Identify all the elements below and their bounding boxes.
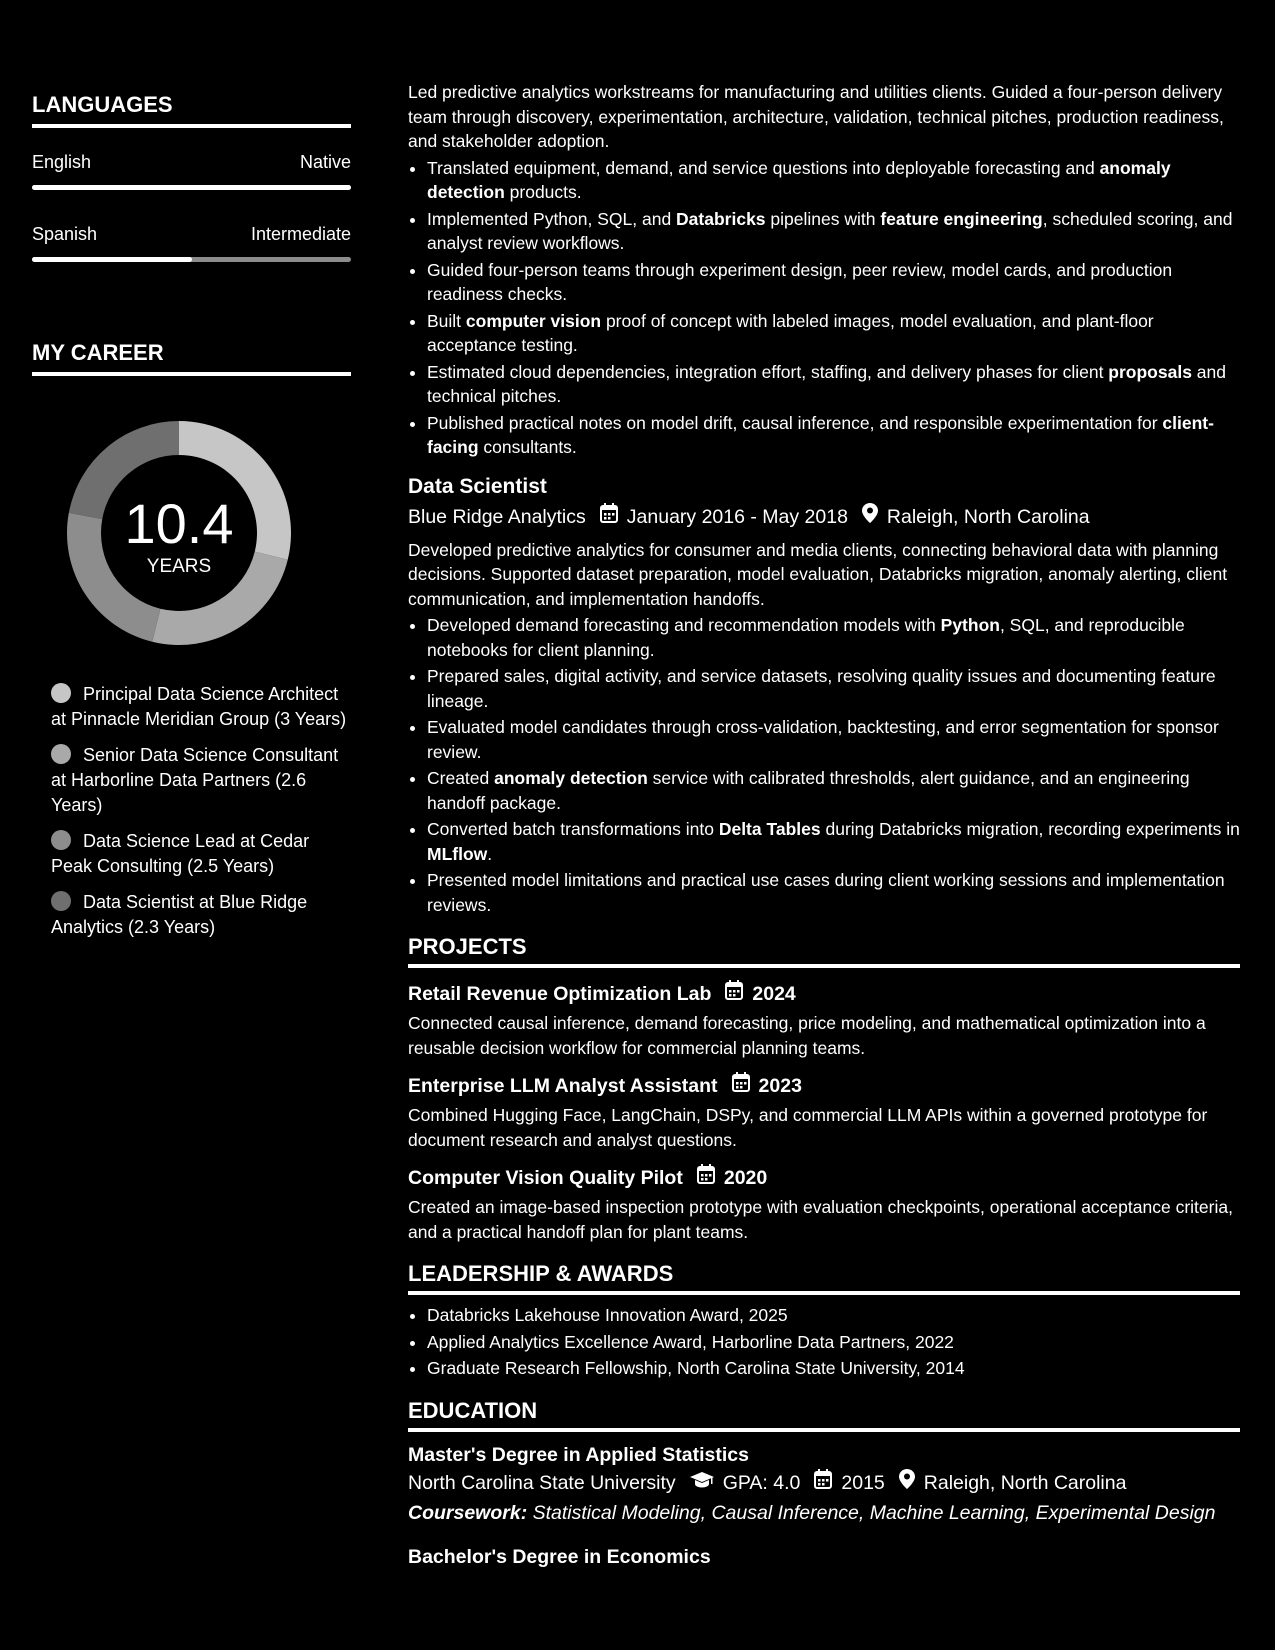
bullet-item: • Developed demand forecasting and recommendation models with Python, SQL, and reproducible notebooks for client planning. <box>427 613 1240 662</box>
bullet-item: • Prepared sales, digital activity, and service datasets, resolving quality issues and documenting feature lineage. <box>427 664 1240 713</box>
project-item <box>408 980 1240 1060</box>
degree-gpa: GPA: 4.0 <box>722 1471 801 1494</box>
legend-dot <box>51 744 71 764</box>
job-bullets <box>408 613 1240 917</box>
awards-heading: LEADERSHIP & AWARDS <box>408 1261 674 1286</box>
bullet-item: • Converted batch transformations into Delta Tables during Databricks migration, recording experiments in MLflow. <box>427 817 1240 866</box>
degree-coursework <box>408 1498 1240 1528</box>
education-heading: EDUCATION <box>408 1397 538 1423</box>
career-legend-label: Data Science Lead at Cedar Peak Consulting (2.5 Years) <box>51 831 310 876</box>
main-content <box>408 80 1240 1570</box>
language-proficiency-fill <box>32 185 351 190</box>
language-level: Native <box>299 152 351 172</box>
legend-dot <box>51 891 71 911</box>
graduation-cap-icon <box>690 1468 714 1498</box>
project-description: Created an image-based inspection prototype with evaluation checkpoints, operational acceptance criteria, and a practical handoff plan for plant teams. <box>408 1197 1233 1242</box>
career-legend-label: Senior Data Science Consultant at Harborline Data Partners (2.6 Years) <box>51 745 339 815</box>
career-legend-item <box>51 682 351 732</box>
job-meta <box>408 502 1240 532</box>
coursework-label: Coursework: <box>408 1501 528 1524</box>
award-item: • Graduate Research Fellowship, North Carolina State University, 2014 <box>427 1356 1240 1381</box>
job-dates: January 2016 - May 2018 <box>626 505 848 528</box>
education-divider <box>408 1428 1240 1432</box>
projects-heading: PROJECTS <box>408 934 527 959</box>
language-proficiency-bar <box>32 185 351 190</box>
career-legend-label: Data Scientist at Blue Ridge Analytics (2.3 Years) <box>51 892 308 937</box>
career-total-years: 10.4 <box>124 492 234 555</box>
career-legend-label: Principal Data Science Architect at Pinnacle Meridian Group (3 Years) <box>51 684 347 729</box>
award-item: • Databricks Lakehouse Innovation Award, 2025 <box>427 1303 1240 1328</box>
bullet-item: • Translated equipment, demand, and service questions into deployable forecasting and anomaly detection products. <box>427 156 1240 205</box>
prior-job-summary: Led predictive analytics workstreams for manufacturing and utilities clients. Guided a four-person delivery team through discovery, experimentation, architecture, validation, technical pitches, production readiness, and stakeholder adoption. <box>408 82 1224 151</box>
bullet-item: • Published practical notes on model drift, causal inference, and responsible experimentation for client-facing consultants. <box>427 411 1240 460</box>
project-year: 2023 <box>758 1074 802 1097</box>
degree-location: Raleigh, North Carolina <box>923 1471 1127 1494</box>
job-location: Raleigh, North Carolina <box>886 505 1090 528</box>
languages-heading: LANGUAGES <box>32 92 173 117</box>
project-title: Enterprise LLM Analyst Assistant <box>408 1074 718 1097</box>
language-proficiency-fill <box>32 257 192 262</box>
project-description: Combined Hugging Face, LangChain, DSPy, and commercial LLM APIs within a governed prototype for document research and analyst questions. <box>408 1105 1208 1150</box>
job-summary: Developed predictive analytics for consumer and media clients, connecting behavioral data with planning decisions. Supported dataset preparation, model evaluation, Databricks migration, anomaly alerting, client communication, and implementation handoffs. <box>408 539 1228 609</box>
bullet-item: • Created anomaly detection service with calibrated thresholds, alert guidance, and an engineering handoff package. <box>427 766 1240 815</box>
degree-title: Bachelor's Degree in Economics <box>408 1545 711 1568</box>
bullet-item: • Estimated cloud dependencies, integration effort, staffing, and delivery phases for client proposals and technical pitches. <box>427 360 1240 409</box>
career-divider <box>32 372 351 376</box>
bullet-item: • Implemented Python, SQL, and Databricks pipelines with feature engineering, scheduled scoring, and analyst review workflows. <box>427 207 1240 256</box>
degree-title: Master's Degree in Applied Statistics <box>408 1443 749 1466</box>
career-legend-item <box>51 829 351 879</box>
bullet-item: • Evaluated model candidates through cross-validation, backtesting, and error segmentation for sponsor review. <box>427 715 1240 764</box>
job-title: Data Scientist <box>408 474 547 498</box>
calendar-icon <box>697 1164 715 1191</box>
projects-divider <box>408 964 1240 968</box>
sidebar <box>32 90 351 951</box>
job-company: Blue Ridge Analytics <box>408 505 586 528</box>
awards-divider <box>408 1291 1240 1295</box>
career-legend-item <box>51 743 351 818</box>
languages-divider <box>32 124 351 128</box>
map-pin-icon <box>899 1468 915 1498</box>
map-pin-icon <box>862 502 878 532</box>
prior-job-bullets <box>408 156 1240 460</box>
project-year: 2020 <box>723 1166 768 1189</box>
career-legend <box>32 682 351 940</box>
career-total-unit: YEARS <box>146 556 212 577</box>
calendar-icon <box>725 980 743 1007</box>
language-level: Intermediate <box>250 224 351 244</box>
coursework-list: Statistical Modeling, Causal Inference, Machine Learning, Experimental Design <box>532 1501 1216 1524</box>
bullet-item: • Guided four-person teams through experiment design, peer review, model cards, and production readiness checks. <box>427 258 1240 307</box>
project-item <box>408 1072 1240 1152</box>
award-item: • Applied Analytics Excellence Award, Harborline Data Partners, 2022 <box>427 1330 1240 1355</box>
legend-dot <box>51 683 71 703</box>
degree-school: North Carolina State University <box>408 1471 676 1494</box>
language-english <box>32 152 351 190</box>
bullet-item: • Built computer vision proof of concept with labeled images, model evaluation, and plant-floor acceptance testing. <box>427 309 1240 358</box>
awards-list <box>408 1303 1240 1381</box>
language-name: Spanish <box>32 224 98 244</box>
project-description: Connected causal inference, demand forecasting, price modeling, and mathematical optimization into a reusable decision workflow for commercial planning teams. <box>408 1013 1206 1058</box>
project-year: 2024 <box>752 982 796 1005</box>
language-spanish <box>32 224 351 262</box>
project-item <box>408 1164 1240 1244</box>
calendar-icon <box>814 1468 832 1498</box>
calendar-icon <box>732 1072 750 1099</box>
language-name: English <box>32 152 92 172</box>
project-title: Computer Vision Quality Pilot <box>408 1166 683 1189</box>
career-heading: MY CAREER <box>32 340 164 365</box>
degree-year: 2015 <box>841 1471 885 1494</box>
career-donut-chart <box>66 420 292 646</box>
career-legend-item <box>51 890 351 940</box>
bullet-item: • Presented model limitations and practical use cases during client working sessions and implementation reviews. <box>427 868 1240 917</box>
degree-meta <box>408 1468 1240 1498</box>
legend-dot <box>51 830 71 850</box>
project-title: Retail Revenue Optimization Lab <box>408 982 712 1005</box>
calendar-icon <box>600 502 618 532</box>
language-proficiency-bar <box>32 257 351 262</box>
